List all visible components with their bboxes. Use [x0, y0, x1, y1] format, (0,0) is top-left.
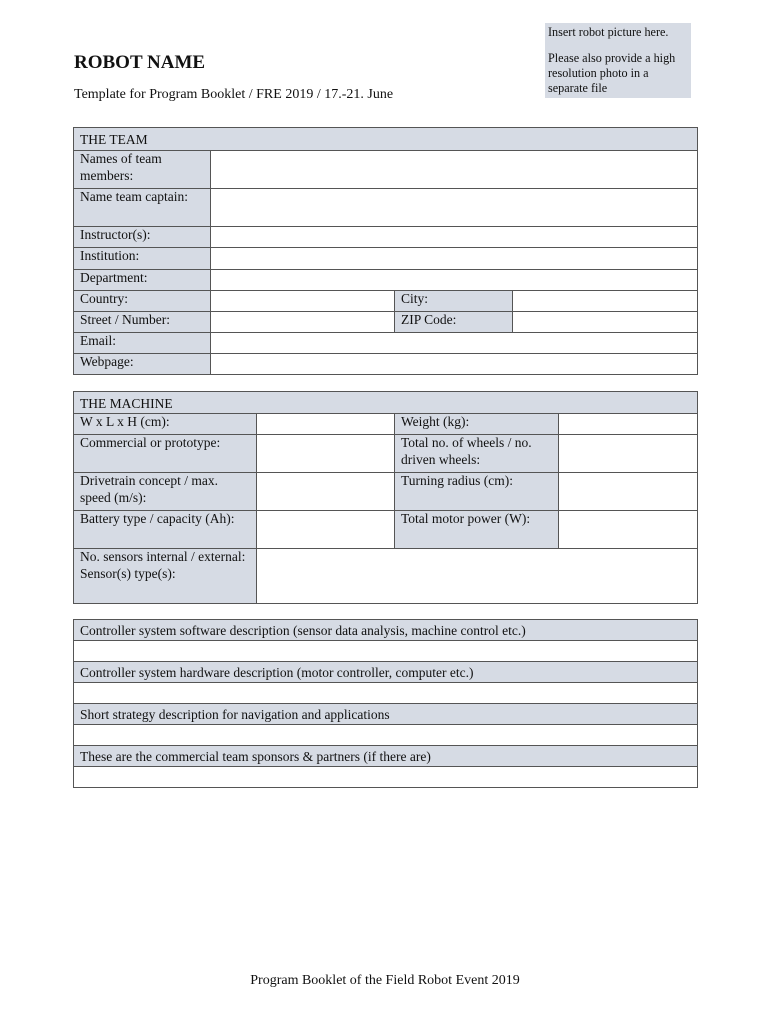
team-captain-field[interactable]: [211, 189, 698, 227]
team-members-label: Names of team members:: [74, 151, 211, 189]
team-table: [73, 127, 698, 375]
sensors-field[interactable]: [257, 549, 698, 604]
weight-label: Weight (kg):: [395, 414, 559, 435]
photo-note-resolution: Please also provide a high resolution photo in a separate file: [548, 51, 676, 95]
turning-field[interactable]: [559, 473, 698, 511]
street-field[interactable]: [211, 312, 395, 333]
motor-power-field[interactable]: [559, 511, 698, 549]
software-description-field[interactable]: [74, 641, 698, 662]
machine-table: [73, 391, 698, 604]
sponsors-field[interactable]: [74, 767, 698, 788]
commercial-field[interactable]: [257, 435, 395, 473]
drivetrain-field[interactable]: [257, 473, 395, 511]
email-label: Email:: [74, 333, 211, 354]
webpage-label: Webpage:: [74, 354, 211, 375]
descriptions-table: [73, 619, 698, 788]
sponsors-label: These are the commercial team sponsors & partners (if there are): [74, 746, 698, 767]
department-field[interactable]: [211, 270, 698, 291]
zip-field[interactable]: [513, 312, 698, 333]
hardware-description-label: Controller system hardware description (motor controller, computer etc.): [74, 662, 698, 683]
motor-power-label: Total motor power (W):: [395, 511, 559, 549]
dimensions-label: W x L x H (cm):: [74, 414, 257, 435]
wheels-field[interactable]: [559, 435, 698, 473]
turning-label: Turning radius (cm):: [395, 473, 559, 511]
drivetrain-label: Drivetrain concept / max. speed (m/s):: [74, 473, 257, 511]
sensors-label: No. sensors internal / external: Sensor(s) type(s):: [74, 549, 257, 604]
commercial-label: Commercial or prototype:: [74, 435, 257, 473]
strategy-description-field[interactable]: [74, 725, 698, 746]
email-field[interactable]: [211, 333, 698, 354]
institution-field[interactable]: [211, 248, 698, 270]
robot-picture-placeholder[interactable]: [545, 23, 691, 98]
zip-label: ZIP Code:: [395, 312, 513, 333]
weight-field[interactable]: [559, 414, 698, 435]
country-label: Country:: [74, 291, 211, 312]
team-heading: THE TEAM: [74, 128, 698, 151]
city-field[interactable]: [513, 291, 698, 312]
photo-note-insert: Insert robot picture here.: [548, 25, 669, 39]
battery-label: Battery type / capacity (Ah):: [74, 511, 257, 549]
template-subtitle: Template for Program Booklet / FRE 2019 / 17.-21. June: [74, 87, 394, 102]
page-footer: Program Booklet of the Field Robot Event 2019: [250, 973, 520, 988]
dimensions-field[interactable]: [257, 414, 395, 435]
institution-label: Institution:: [74, 248, 211, 270]
street-label: Street / Number:: [74, 312, 211, 333]
battery-field[interactable]: [257, 511, 395, 549]
software-description-label: Controller system software description (sensor data analysis, machine control etc.): [74, 620, 698, 641]
department-label: Department:: [74, 270, 211, 291]
instructors-label: Instructor(s):: [74, 227, 211, 248]
instructors-field[interactable]: [211, 227, 698, 248]
robot-name-title: ROBOT NAME: [74, 52, 206, 73]
wheels-label: Total no. of wheels / no. driven wheels:: [395, 435, 559, 473]
strategy-description-label: Short strategy description for navigation and applications: [74, 704, 698, 725]
team-captain-label: Name team captain:: [74, 189, 211, 227]
country-field[interactable]: [211, 291, 395, 312]
city-label: City:: [395, 291, 513, 312]
webpage-field[interactable]: [211, 354, 698, 375]
team-members-field[interactable]: [211, 151, 698, 189]
hardware-description-field[interactable]: [74, 683, 698, 704]
machine-heading: THE MACHINE: [74, 392, 698, 414]
